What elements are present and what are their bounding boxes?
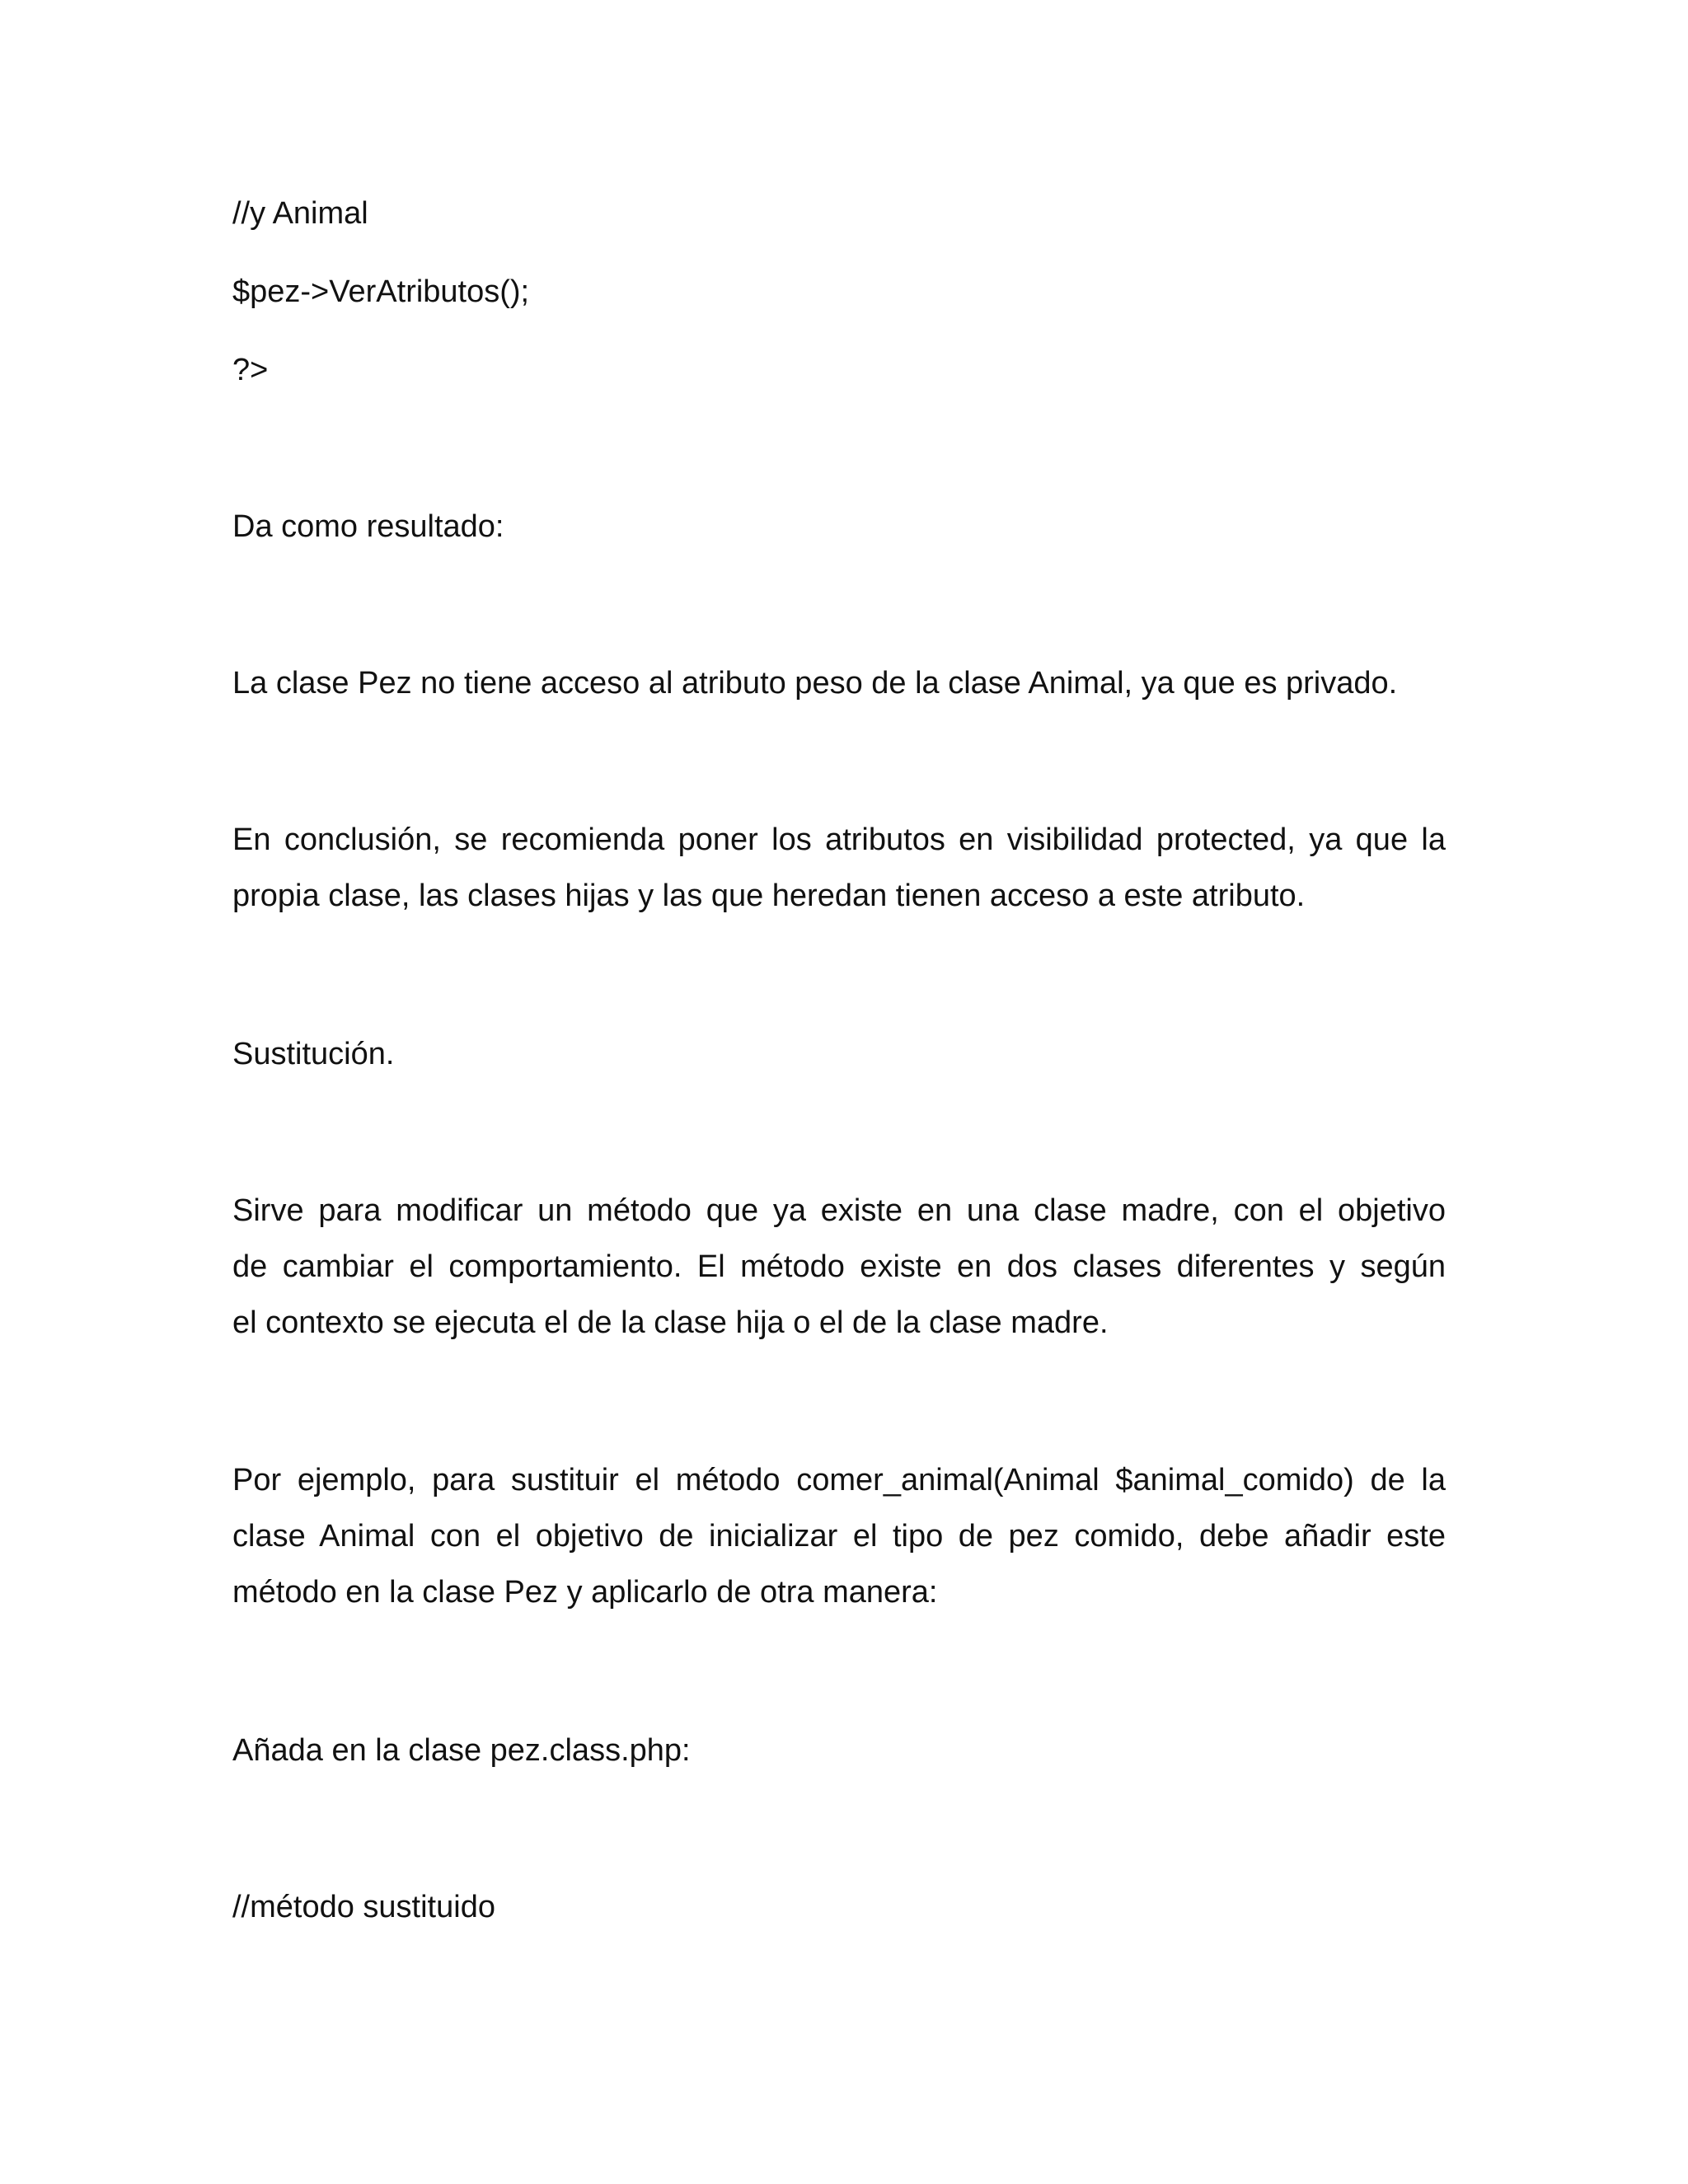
sustitucion-paragraph [232, 1183, 1446, 1351]
section-title-sustitucion: Sustitución. [232, 1037, 395, 1071]
result-intro: Da como resultado: [232, 509, 504, 544]
conclusion-line: propia clase, las clases hijas y las que heredan tienen acceso a este atributo. [232, 879, 1306, 913]
method-comment: //método sustituido [232, 1890, 495, 1924]
example-line: Por ejemplo, para sustituir el método comer_animal(Animal $animal_comido) de la [232, 1463, 1446, 1497]
sustitucion-line: el contexto se ejecuta el de la clase hija o el de la clase madre. [232, 1305, 1109, 1340]
add-instruction: Añada en la clase pez.class.php: [232, 1733, 691, 1768]
code-comment-animal: //y Animal [232, 196, 368, 231]
conclusion-paragraph [232, 812, 1446, 924]
conclusion-line: En conclusión, se recomienda poner los atributos en visibilidad protected, ya que la [232, 823, 1446, 857]
sustitucion-line: de cambiar el comportamiento. El método existe en dos clases diferentes y según [232, 1249, 1446, 1284]
example-paragraph [232, 1452, 1446, 1620]
sustitucion-line: Sirve para modificar un método que ya existe en una clase madre, con el objetivo [232, 1193, 1446, 1228]
code-call-ver-atributos: $pez->VerAtributos(); [232, 274, 530, 309]
example-line: clase Animal con el objetivo de inicializar el tipo de pez comido, debe añadir este [232, 1519, 1446, 1554]
result-text: La clase Pez no tiene acceso al atributo peso de la clase Animal, ya que es privado. [232, 666, 1398, 701]
example-line: método en la clase Pez y aplicarlo de otra manera: [232, 1575, 938, 1610]
php-close-tag: ?> [232, 353, 269, 387]
